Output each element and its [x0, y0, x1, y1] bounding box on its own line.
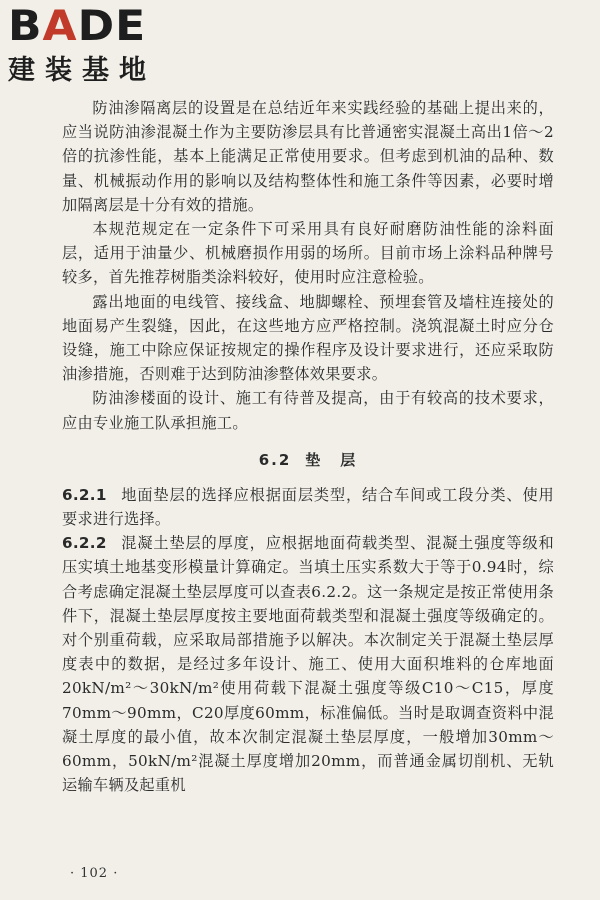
clause: [62, 531, 554, 797]
paragraph: 露出地面的电线管、接线盒、地脚螺栓、预埋套管及墙柱连接处的地面易产生裂缝，因此，在这些地方应严格控制。浇筑混凝土时应分仓设缝，施工中除应保证按规定的操作程序及设计要求进行，还应采取防油渗措施，否则难于达到防油渗整体效果要求。: [62, 292, 554, 384]
page-body: [62, 96, 554, 797]
section-heading: [62, 449, 554, 471]
brand-logo: [8, 2, 178, 92]
section-number: 6.2: [258, 450, 292, 469]
section-title-part: 层: [340, 450, 358, 469]
logo-wordmark: BADE: [8, 2, 147, 51]
paragraph: 防油渗楼面的设计、施工有待普及提高，由于有较高的技术要求，应由专业施工队承担施工。: [62, 389, 554, 432]
logo-chinese-name: 建装基地: [8, 55, 156, 86]
clause: [62, 483, 554, 531]
paragraph: 防油渗隔离层的设置是在总结近年来实践经验的基础上提出来的，应当说防油渗混凝土作为主要防渗层具有比普通密实混凝土高出1倍～2倍的抗渗性能，基本上能满足正常使用要求。但考虑到机油的品种、数量、机械振动作用的影响以及结构整体性和施工条件等因素，必要时增加隔离层是十分有效的措施。: [62, 99, 554, 214]
clause-number: 6.2.2: [62, 534, 107, 553]
paragraph: 本规范规定在一定条件下可采用具有良好耐磨防油性能的涂料面层，适用于油量少、机械磨损作用弱的场所。目前市场上涂料品种牌号较多，首先推荐树脂类涂料较好，使用时应注意检验。: [62, 220, 554, 287]
clause-text: 混凝土垫层的厚度，应根据地面荷载类型、混凝土强度等级和压实填土地基变形模量计算确定。当填土压实系数大于等于0.94时，综合考虑确定混凝土垫层厚度可以查表6.2.2。这一条规定是按正常使用条件下，混凝土垫层厚度按主要地面荷载类型和混凝土强度等级确定的。对个别重荷载，应采取局部措施予以解决。本次制定关于混凝土垫层厚度表中的数据，是经过多年设计、施工、使用大面积堆料的仓库地面20kN/m²～30kN/m²使用荷载下混凝土强度等级C10～C15，厚度70mm～90mm，C20厚度60mm，标准偏低。当时是取调查资料中混凝土厚度的最小值，故本次制定混凝土垫层厚度，一般增加30mm～60mm，50kN/m²混凝土厚度增加20mm，而普通金属切削机、无轨运输车辆及起重机: [62, 534, 554, 795]
clause-text: 地面垫层的选择应根据面层类型，结合车间或工段分类、使用要求进行选择。: [62, 485, 554, 529]
section-title-part: 垫: [305, 450, 323, 469]
page-number: · 102 ·: [70, 866, 119, 881]
clause-number: 6.2.1: [62, 485, 107, 504]
